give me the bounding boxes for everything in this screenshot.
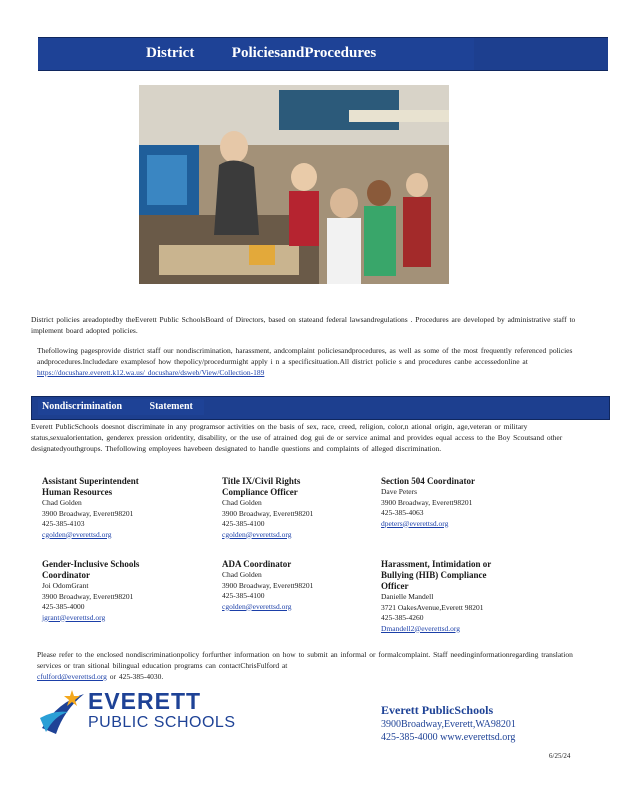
intro-paragraph-2 [37, 345, 582, 378]
contact-role: Assistant Superintendent [42, 476, 139, 486]
contact-email[interactable]: dpeters@everettsd.org [381, 518, 449, 528]
footer-district-name: Everett PublicSchools [381, 703, 494, 717]
footer-address: 3900Broadway,Everett,WA98201 [381, 719, 516, 730]
footer-contact [381, 703, 581, 744]
contact-phone: 425-385-4260 [381, 613, 424, 622]
intro-paragraph: District policies areadoptedby theEverett Public SchoolsBoard of Directors, based on stateand federal lawsandregulations . Procedures are developed by administrative staff to implement board adopted policies. [31, 315, 576, 335]
district-logo [38, 688, 248, 740]
contact-address: 3900 Broadway, Everett98201 [222, 508, 314, 518]
star-swoosh-icon [38, 688, 86, 740]
contact-role: Section 504 Coordinator [381, 476, 475, 486]
intro-paragraph-2-text: Thefollowing pagesprovide district staff our nondiscrimination, harassment, andcomplaint policiesandprocedures, as well as some of the most frequently referenced policies andprocedures.Includedare examplesof how thepolicy/procedurmight apply i n a specificsituation.All district policie s and procedures canbe accessedonline at [37, 346, 573, 366]
contact-email[interactable]: cgolden@everettsd.org [222, 601, 292, 611]
refer-text: Please refer to the enclosed nondiscriminationpolicy forfurther information on how to submit an informal or formalcomplaint. Staff needinginformationregarding translation services or tran sitional bilingual education programs can contactChrisFulford at [37, 650, 573, 670]
refer-paragraph [37, 649, 582, 682]
contact-hr [42, 476, 192, 540]
page-title: District PoliciesandProcedures [146, 45, 377, 61]
contact-phone: 425-385-4100 [222, 591, 265, 600]
footer-phone: 425-385-4000 [381, 732, 438, 743]
contact-role: Compliance Officer [222, 487, 298, 497]
logo-everett: EVERETT [88, 688, 202, 714]
docushare-link[interactable]: https://docushare.everett.k12.wa.us/ docushare/dsweb/View/Collection-189 [37, 368, 265, 377]
footer-website[interactable]: www.everettsd.org [440, 732, 516, 743]
footer-phone-web [381, 731, 581, 744]
classroom-photo-illustration [139, 85, 449, 284]
contact-name: Chad Golden [222, 498, 262, 507]
contact-phone: 425-385-4103 [42, 519, 85, 528]
contact-role: Harassment, Intimidation or [381, 559, 492, 569]
contact-role: Bullying (HIB) Compliance [381, 570, 487, 580]
fulford-email[interactable]: cfulford@everettsd.org [37, 672, 107, 681]
classroom-photo [139, 85, 449, 284]
contact-address: 3721 OakesAvenue,Everett 98201 [381, 602, 484, 612]
logo-public-schools: PUBLIC SCHOOLS [88, 714, 236, 731]
contact-role: Officer [381, 581, 409, 591]
document-date: 6/25/24 [549, 752, 571, 760]
contact-email[interactable]: cgolden@everettsd.org [222, 529, 292, 539]
nondiscrimination-title: Nondiscrimination Statement [42, 401, 193, 412]
contact-gender-inclusive [42, 559, 192, 623]
contact-name: Chad Golden [42, 498, 82, 507]
contact-hib [381, 559, 551, 634]
nondiscrimination-banner [31, 396, 610, 420]
contact-role: Human Resources [42, 487, 113, 497]
contact-name: Danielle Mandell [381, 592, 434, 601]
contact-title-ix [222, 476, 372, 540]
contact-name: Joi OdomGrant [42, 581, 89, 590]
fulford-phone: or 425-385-4030. [109, 672, 164, 681]
contact-role: Gender-Inclusive Schools [42, 559, 140, 569]
contact-role: Title IX/Civil Rights [222, 476, 301, 486]
contact-name: Dave Peters [381, 487, 418, 496]
contact-ada [222, 559, 372, 612]
contact-address: 3900 Broadway, Everett98201 [42, 508, 134, 518]
contact-email[interactable]: cgolden@everettsd.org [42, 529, 112, 539]
contact-address: 3900 Broadway, Everett98201 [222, 580, 314, 590]
contact-role: Coordinator [42, 570, 90, 580]
contact-phone: 425-385-4000 [42, 602, 85, 611]
contact-address: 3900 Broadway, Everett98201 [381, 497, 473, 507]
contact-address: 3900 Broadway, Everett98201 [42, 591, 134, 601]
contact-section-504 [381, 476, 551, 529]
contact-email[interactable]: jgrant@everettsd.org [42, 612, 106, 622]
contact-role: ADA Coordinator [222, 559, 292, 569]
contact-email[interactable]: Dmandell2@everettsd.org [381, 623, 461, 633]
contact-phone: 425-385-4100 [222, 519, 265, 528]
nondiscrimination-statement: Everett PublicSchools doesnot discriminate in any programsor activities on the basis of sex, race, creed, religion, color,n ational origin, age,veteran or military status,sexualorientation, genderex pression oridentity, disability, or the use of atrained dog gui de or service animal and provides equal access to the Boy Scoutsand other designatedyouthgroups. Thefollowing employees havebeen designated to handle questions and complaints of alleged discrimination. [31, 422, 563, 453]
contact-phone: 425-385-4063 [381, 508, 424, 517]
title-banner [38, 37, 608, 71]
contact-name: Chad Golden [222, 570, 262, 579]
